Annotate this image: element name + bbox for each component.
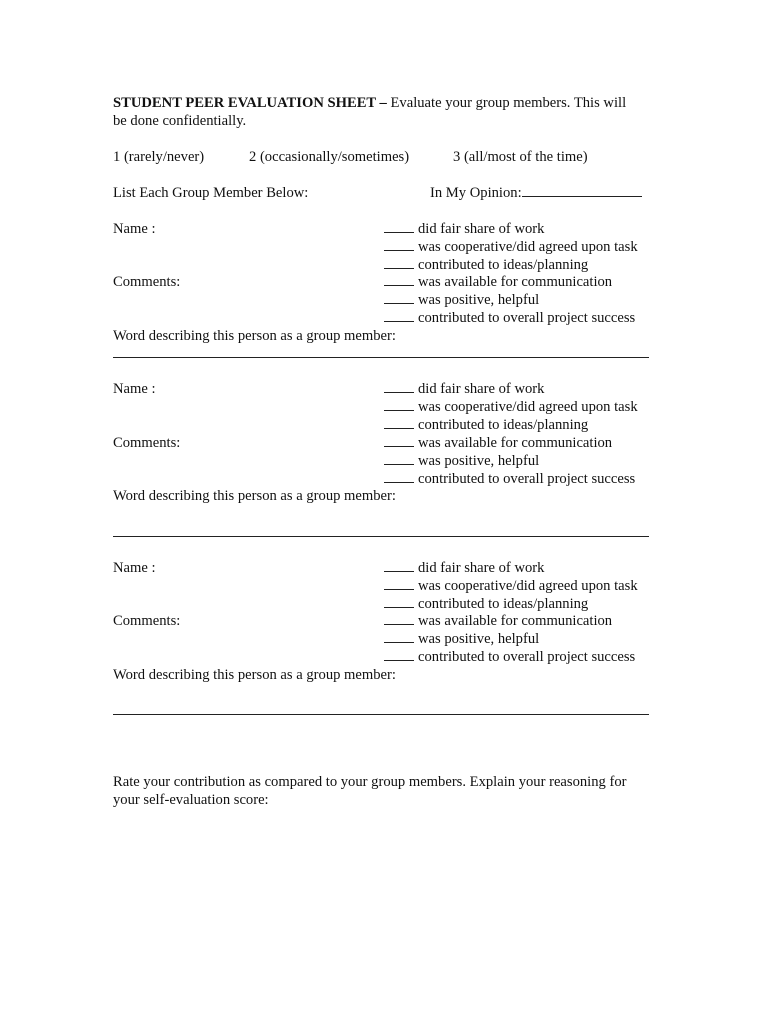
criterion-label: did fair share of work (418, 381, 545, 397)
member-3-criterion-4 (384, 612, 612, 630)
rating-blank[interactable] (384, 630, 414, 643)
rating-blank[interactable] (384, 416, 414, 429)
scale-rating-1: 1 (rarely/never) (113, 149, 205, 165)
criterion-label: was available for communication (418, 613, 613, 629)
member-2-word-answer-line[interactable] (113, 536, 649, 537)
criterion-label: contributed to ideas/planning (418, 257, 589, 273)
member-1-criterion-4 (384, 273, 612, 291)
member-2-criterion-6 (384, 470, 635, 488)
sheet-title-line2: be done confidentially. (113, 113, 247, 129)
rating-blank[interactable] (384, 577, 414, 590)
rating-blank[interactable] (384, 470, 414, 483)
list-members-label: List Each Group Member Below: (113, 185, 309, 201)
member-3-criterion-5 (384, 630, 539, 648)
rating-blank[interactable] (384, 220, 414, 233)
criterion-label: was cooperative/did agreed upon task (418, 399, 638, 415)
sheet-title (113, 94, 626, 112)
rating-blank[interactable] (384, 256, 414, 269)
scale-rating-3: 3 (all/most of the time) (453, 149, 588, 165)
member-3-name-label: Name : (113, 560, 156, 576)
member-1-criterion-1 (384, 220, 544, 238)
member-2-word-label: Word describing this person as a group member: (113, 488, 396, 504)
criterion-label: did fair share of work (418, 560, 545, 576)
member-3-criterion-3 (384, 595, 588, 613)
rating-blank[interactable] (384, 559, 414, 572)
member-1-criterion-5 (384, 291, 539, 309)
rating-blank[interactable] (384, 273, 414, 286)
rating-blank[interactable] (384, 238, 414, 251)
rating-blank[interactable] (384, 398, 414, 411)
rating-blank[interactable] (384, 380, 414, 393)
member-2-criterion-4 (384, 434, 612, 452)
rating-blank[interactable] (384, 595, 414, 608)
criterion-label: contributed to overall project success (418, 471, 636, 487)
member-2-criterion-3 (384, 416, 588, 434)
sheet-title-bold: STUDENT PEER EVALUATION SHEET – (113, 95, 387, 111)
member-3-criterion-6 (384, 648, 635, 666)
member-1-comments-label: Comments: (113, 274, 181, 290)
member-1-name-label: Name : (113, 221, 156, 237)
rating-blank[interactable] (384, 648, 414, 661)
member-1-word-answer-line[interactable] (113, 357, 649, 358)
criterion-label: was available for communication (418, 435, 613, 451)
member-2-criterion-5 (384, 452, 539, 470)
member-3-word-answer-line[interactable] (113, 714, 649, 715)
sheet-title-instructions: Evaluate your group members. This will (386, 95, 627, 111)
member-2-criterion-2 (384, 398, 638, 416)
rating-blank[interactable] (384, 309, 414, 322)
opinion-header (430, 184, 642, 202)
member-3-criterion-1 (384, 559, 544, 577)
member-2-comments-label: Comments: (113, 435, 181, 451)
criterion-label: was cooperative/did agreed upon task (418, 578, 638, 594)
criterion-label: contributed to ideas/planning (418, 596, 589, 612)
member-2-name-label: Name : (113, 381, 156, 397)
rating-blank[interactable] (384, 434, 414, 447)
member-1-criterion-6 (384, 309, 635, 327)
opinion-blank-line (522, 184, 642, 197)
member-1-criterion-2 (384, 238, 638, 256)
criterion-label: was cooperative/did agreed upon task (418, 239, 638, 255)
opinion-label: In My Opinion: (430, 185, 522, 201)
scale-rating-2: 2 (occasionally/sometimes) (249, 149, 410, 165)
rating-blank[interactable] (384, 452, 414, 465)
criterion-label: did fair share of work (418, 221, 545, 237)
member-3-criterion-2 (384, 577, 638, 595)
member-2-criterion-1 (384, 380, 544, 398)
member-1-criterion-3 (384, 256, 588, 274)
member-1-word-label: Word describing this person as a group member: (113, 328, 396, 344)
rating-blank[interactable] (384, 612, 414, 625)
member-3-comments-label: Comments: (113, 613, 181, 629)
criterion-label: was positive, helpful (418, 453, 540, 469)
self-eval-prompt-line2: your self-evaluation score: (113, 792, 269, 808)
self-eval-prompt-line1: Rate your contribution as compared to your group members. Explain your reasoning for (113, 774, 627, 790)
criterion-label: contributed to overall project success (418, 310, 636, 326)
criterion-label: contributed to ideas/planning (418, 417, 589, 433)
criterion-label: was positive, helpful (418, 292, 540, 308)
criterion-label: was positive, helpful (418, 631, 540, 647)
criterion-label: contributed to overall project success (418, 649, 636, 665)
member-3-word-label: Word describing this person as a group member: (113, 667, 396, 683)
rating-blank[interactable] (384, 291, 414, 304)
criterion-label: was available for communication (418, 274, 613, 290)
